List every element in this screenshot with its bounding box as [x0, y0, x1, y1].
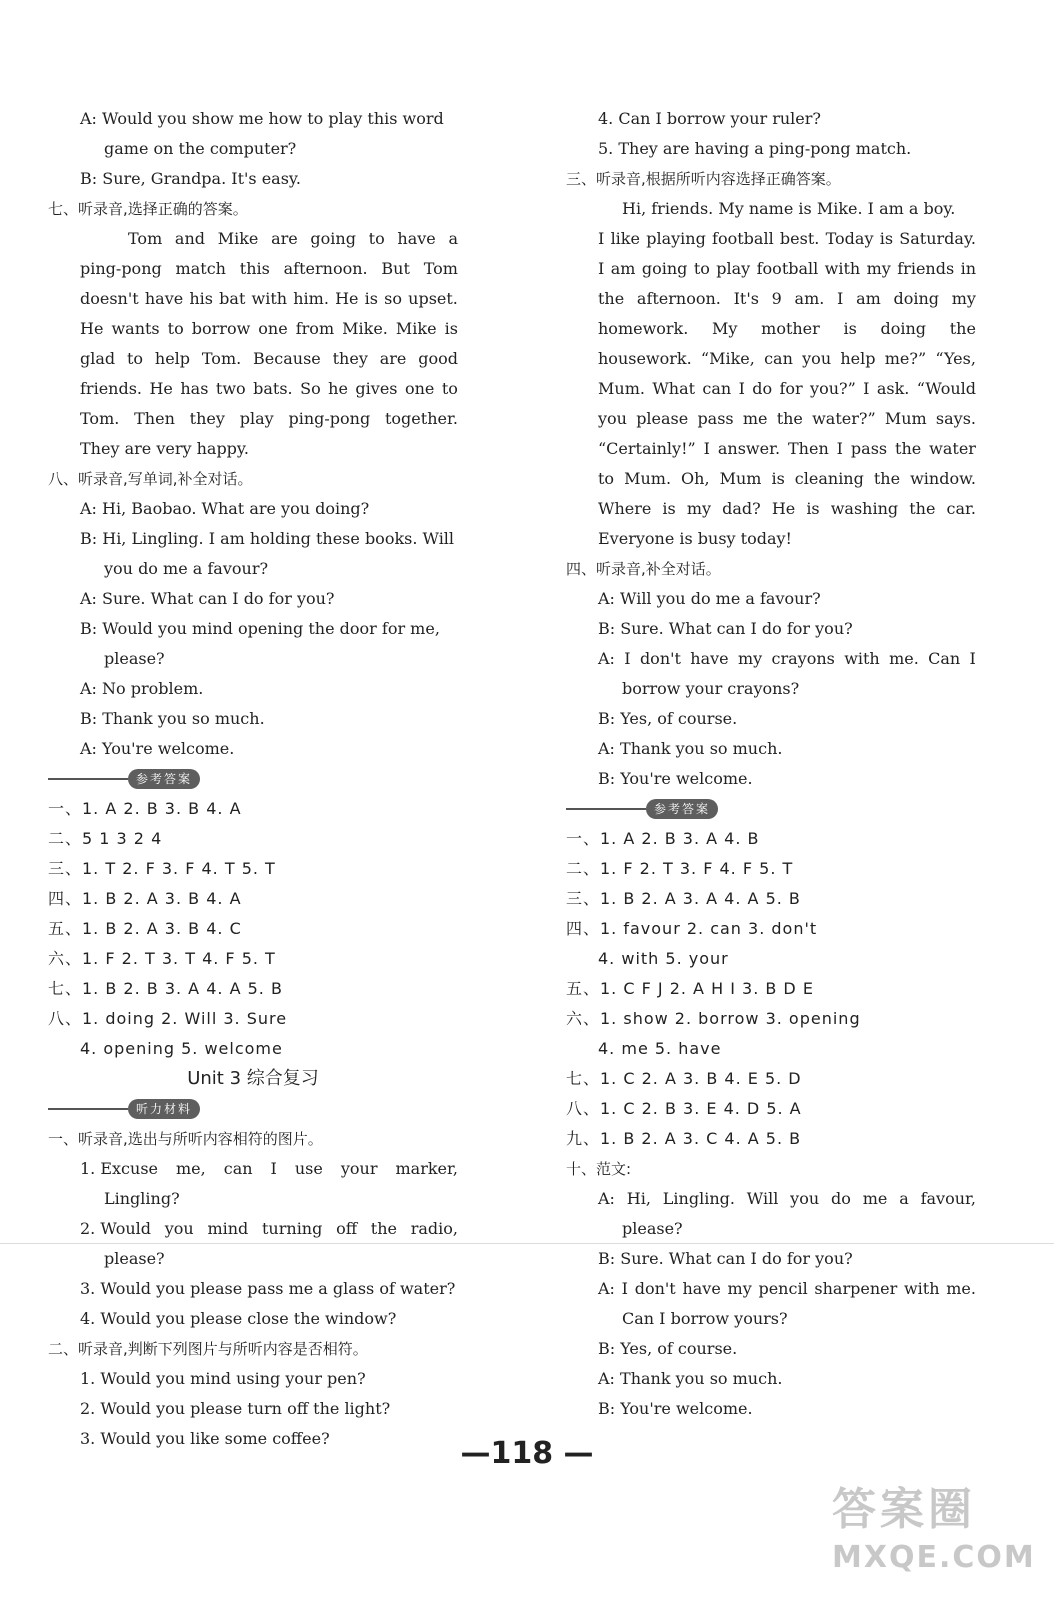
passage-line — [566, 494, 976, 524]
passage-line — [566, 314, 976, 344]
word: to — [126, 349, 144, 368]
word: with — [251, 289, 288, 308]
word: “Yes, — [935, 349, 976, 368]
word: pass — [850, 439, 888, 458]
passage-line — [566, 464, 976, 494]
answer-line: 六、1. show 2. borrow 3. opening — [566, 1009, 861, 1028]
word: is — [364, 289, 378, 308]
word: is — [662, 499, 676, 518]
word: me — [742, 409, 768, 428]
word: Saturday. — [899, 229, 976, 248]
word: my — [866, 259, 891, 278]
dialogue-line: B: Sure. What can I do for you? — [598, 619, 853, 638]
word: the — [949, 319, 976, 338]
section-heading: 二、听录音,判断下列图片与所听内容是否相符。 — [48, 1340, 368, 1358]
word: your — [340, 1159, 378, 1178]
answer-line: 4. opening 5. welcome — [80, 1039, 283, 1058]
word: they — [332, 349, 368, 368]
word: is — [806, 499, 820, 518]
word: can — [223, 1159, 253, 1178]
section-heading: 一、听录音,选出与所听内容相符的图片。 — [48, 1130, 323, 1148]
word: going — [310, 229, 356, 248]
passage-line: Everyone is busy today! — [598, 529, 792, 548]
listening-banner-label: 听力材料 — [128, 1099, 200, 1119]
word: I — [703, 439, 710, 458]
word: A: — [598, 1279, 615, 1298]
answer-line: 三、1. B 2. A 3. A 4. A 5. B — [566, 889, 801, 908]
word: is — [771, 469, 785, 488]
passage-line — [48, 404, 458, 434]
word: So — [300, 379, 321, 398]
word: have — [397, 229, 436, 248]
word: I — [836, 439, 843, 458]
passage-line — [566, 344, 976, 374]
word: please — [636, 409, 689, 428]
dialogue-line: you do me a favour? — [104, 559, 269, 578]
word: help — [154, 349, 191, 368]
answer-line: 三、1. T 2. F 3. F 4. T 5. T — [48, 859, 276, 878]
text-line: game on the computer? — [104, 139, 297, 158]
word: can — [764, 349, 793, 368]
word: 9 — [771, 289, 782, 308]
answer-line: 二、1. F 2. T 3. F 4. F 5. T — [566, 859, 794, 878]
word: I — [624, 649, 631, 668]
essay-line: Can I borrow yours? — [622, 1309, 788, 1328]
word: doing — [893, 289, 940, 308]
word: don't — [634, 1279, 676, 1298]
passage-line — [566, 434, 976, 464]
word: Oh, — [681, 469, 710, 488]
word: my — [951, 289, 976, 308]
word: like — [610, 229, 640, 248]
word: Then — [134, 409, 175, 428]
question-line: 1. Would you mind using your pen? — [80, 1369, 366, 1388]
word: sharpener — [814, 1279, 898, 1298]
word: him. — [293, 289, 329, 308]
word: together. — [384, 409, 458, 428]
word: Mum. — [598, 379, 645, 398]
word: me?” — [884, 349, 927, 368]
essay-line: A: Thank you so much. — [598, 1369, 783, 1388]
watermark-logo — [832, 1482, 1042, 1592]
word: answer. — [717, 439, 781, 458]
left-column — [48, 104, 458, 1454]
word: mother — [761, 319, 820, 338]
word: turning — [262, 1219, 323, 1238]
word: car. — [946, 499, 976, 518]
word: football — [756, 259, 819, 278]
word: a — [899, 1189, 909, 1208]
section-heading: 三、听录音,根据所听内容选择正确答案。 — [566, 170, 841, 188]
word: Then — [788, 439, 829, 458]
word: cleaning — [794, 469, 864, 488]
word: borrow — [191, 319, 251, 338]
word: He — [80, 319, 104, 338]
dialogue-line: A: Sure. What can I do for you? — [80, 589, 335, 608]
word: water — [929, 439, 976, 458]
essay-line: B: Sure. What can I do for you? — [598, 1249, 853, 1268]
word: doing — [880, 319, 927, 338]
question-line: 3. Would you like some coffee? — [80, 1429, 330, 1448]
word: me. — [889, 649, 919, 668]
word: I — [863, 379, 870, 398]
word: the — [873, 469, 901, 488]
passage-line — [48, 314, 458, 344]
word: Mike — [217, 229, 259, 248]
word: “Would — [916, 379, 976, 398]
answer-line: 五、1. B 2. A 3. B 4. C — [48, 919, 242, 938]
word: Tom — [423, 259, 458, 278]
answers-banner — [566, 794, 976, 824]
word: pencil — [758, 1279, 808, 1298]
word: a — [448, 229, 458, 248]
question-line: Lingling? — [104, 1189, 180, 1208]
word: window. — [910, 469, 976, 488]
word: help — [840, 349, 876, 368]
word: I — [621, 1279, 628, 1298]
word: for — [779, 379, 803, 398]
word: Where — [598, 499, 652, 518]
word: upset. — [408, 289, 458, 308]
question-line: 3. Would you please pass me a glass of water? — [80, 1279, 456, 1298]
word: bats. — [253, 379, 293, 398]
word: to — [693, 259, 710, 278]
word: He — [149, 379, 173, 398]
answer-line: 一、1. A 2. B 3. B 4. A — [48, 799, 242, 818]
question-line: 2. Would you please turn off the light? — [80, 1399, 391, 1418]
word: his — [189, 289, 213, 308]
word: A: — [598, 1189, 615, 1208]
word: have — [682, 1279, 721, 1298]
word: match — [175, 259, 226, 278]
word: off — [336, 1219, 358, 1238]
word: to — [167, 319, 184, 338]
word: to — [598, 469, 615, 488]
answer-line: 二、5 1 3 2 4 — [48, 829, 163, 848]
dialogue-line: B: Would you mind opening the door for me, — [80, 619, 440, 638]
page-number: —118 — — [460, 1436, 594, 1471]
question-line: please? — [104, 1249, 165, 1268]
word: use — [294, 1159, 323, 1178]
dialogue-line — [566, 644, 976, 674]
passage — [566, 224, 976, 554]
word: Because — [253, 349, 321, 368]
essay-line: please? — [622, 1219, 683, 1238]
word: My — [712, 319, 738, 338]
word: It's — [733, 289, 759, 308]
word: What — [652, 379, 696, 398]
word: He — [771, 499, 796, 518]
passage-line — [566, 254, 976, 284]
dialogue-line: borrow your crayons? — [622, 679, 800, 698]
dialogue-line: please? — [104, 649, 165, 668]
word: the — [895, 439, 922, 458]
word: I — [598, 229, 605, 248]
question-line: 5. They are having a ping-pong match. — [598, 139, 912, 158]
word: 1. Excuse — [80, 1159, 158, 1178]
dialogue-line: B: Hi, Lingling. I am holding these books. Will — [80, 529, 455, 548]
text-line: B: Sure, Grandpa. It's easy. — [80, 169, 301, 188]
passage-line — [566, 374, 976, 404]
answer-line: 4. with 5. your — [598, 949, 729, 968]
word: Mum — [884, 409, 927, 428]
word: good — [418, 349, 458, 368]
word: “Mike, — [700, 349, 755, 368]
word: play — [716, 259, 751, 278]
word: crayons — [771, 649, 835, 668]
section-heading: 八、听录音,写单词,补全对话。 — [48, 470, 253, 488]
answers-banner — [48, 764, 458, 794]
word: I — [270, 1159, 277, 1178]
word: I — [598, 259, 605, 278]
word: so — [384, 289, 402, 308]
watermark-url: MXQE.COM — [832, 1540, 1036, 1575]
word: the — [598, 289, 625, 308]
word: 2. Would — [80, 1219, 152, 1238]
word: Tom. — [80, 409, 120, 428]
word: friends — [897, 259, 955, 278]
essay-line — [566, 1184, 976, 1214]
essay-line: B: Yes, of course. — [598, 1339, 738, 1358]
word: Lingling. — [662, 1189, 735, 1208]
answer-line: 一、1. A 2. B 3. A 4. B — [566, 829, 760, 848]
word: playing — [646, 229, 706, 248]
answer-line: 六、1. F 2. T 3. T 4. F 5. T — [48, 949, 276, 968]
answer-line: 八、1. C 2. B 3. E 4. D 5. A — [566, 1099, 802, 1118]
word: ping-pong — [80, 259, 162, 278]
word: radio, — [410, 1219, 458, 1238]
word: play — [239, 409, 274, 428]
word: I — [969, 649, 976, 668]
word: bat — [219, 289, 246, 308]
answer-line: 五、1. C F J 2. A H I 3. B D E — [566, 979, 814, 998]
word: in — [960, 259, 976, 278]
dialogue-line: B: Thank you so much. — [80, 709, 265, 728]
answer-line: 九、1. B 2. A 3. C 4. A 5. B — [566, 1129, 802, 1148]
word: you — [598, 409, 627, 428]
word: are — [379, 349, 407, 368]
scan-line — [0, 1243, 1054, 1244]
word: Mike. — [342, 319, 388, 338]
word: is — [444, 319, 458, 338]
passage-line: They are very happy. — [80, 439, 249, 458]
word: with — [824, 259, 861, 278]
word: you — [790, 1189, 820, 1208]
passage-line — [566, 284, 976, 314]
passage-line — [48, 344, 458, 374]
word: washing — [830, 499, 899, 518]
word: has — [180, 379, 209, 398]
word: going — [641, 259, 688, 278]
word: one — [404, 379, 435, 398]
word: is — [879, 229, 894, 248]
word: to — [368, 229, 385, 248]
word: Tom. — [201, 349, 242, 368]
word: ping-pong — [288, 409, 371, 428]
passage-line — [48, 284, 458, 314]
text-line: A: Would you show me how to play this word — [80, 109, 444, 128]
answer-line: 十、范文: — [566, 1160, 632, 1178]
word: pass — [697, 409, 734, 428]
word: favour, — [920, 1189, 976, 1208]
dialogue-line: A: You're welcome. — [80, 739, 235, 758]
word: with — [903, 1279, 940, 1298]
word: mind — [207, 1219, 249, 1238]
word: am — [856, 289, 881, 308]
word: the — [370, 1219, 397, 1238]
word: to — [441, 379, 458, 398]
word: you — [802, 349, 832, 368]
unit-title: Unit 3 综合复习 — [187, 1068, 319, 1089]
word: you?” — [810, 379, 856, 398]
word: Hi, — [626, 1189, 651, 1208]
question-line: 4. Can I borrow your ruler? — [598, 109, 821, 128]
dialogue-line: B: You're welcome. — [598, 769, 753, 788]
passage-first-line: Hi, friends. My name is Mike. I am a boy. — [622, 199, 956, 218]
word: A: — [598, 649, 615, 668]
word: do — [830, 1189, 851, 1208]
question-line: 4. Would you please close the window? — [80, 1309, 397, 1328]
word: the — [776, 409, 803, 428]
word: best. — [779, 229, 820, 248]
word: says. — [935, 409, 976, 428]
word: am — [610, 259, 636, 278]
watermark-text: 答案圈 — [832, 1484, 976, 1535]
word: this — [239, 259, 270, 278]
essay-line — [566, 1274, 976, 1304]
answer-line: 七、1. C 2. A 3. B 4. E 5. D — [566, 1069, 802, 1088]
passage-line — [566, 224, 976, 254]
word: friends. — [80, 379, 142, 398]
word: marker, — [395, 1159, 458, 1178]
word: housework. — [598, 349, 692, 368]
word: from — [295, 319, 335, 338]
word: I — [837, 289, 844, 308]
word: they — [189, 409, 225, 428]
passage-line — [48, 374, 458, 404]
word: are — [271, 229, 298, 248]
answers-banner-label: 参考答案 — [128, 769, 200, 789]
answer-line: 4. me 5. have — [598, 1039, 722, 1058]
word: afternoon. — [636, 289, 721, 308]
word: two — [215, 379, 246, 398]
essay-line: B: You're welcome. — [598, 1399, 753, 1418]
passage-line — [48, 224, 458, 254]
answer-line: 八、1. doing 2. Will 3. Sure — [48, 1009, 288, 1028]
dialogue-line: A: No problem. — [80, 679, 204, 698]
word: glad — [80, 349, 116, 368]
right-column — [566, 104, 976, 1424]
question-line — [48, 1214, 458, 1244]
word: do — [752, 379, 773, 398]
word: me — [862, 1189, 888, 1208]
word: doesn't — [80, 289, 139, 308]
dialogue-line: B: Yes, of course. — [598, 709, 738, 728]
dialogue-line: A: Hi, Baobao. What are you doing? — [80, 499, 370, 518]
word: He — [335, 289, 359, 308]
word: have — [144, 289, 184, 308]
answers-banner-label: 参考答案 — [646, 799, 718, 819]
passage-line — [566, 404, 976, 434]
word: wants — [111, 319, 160, 338]
word: am. — [794, 289, 825, 308]
word: Mike — [395, 319, 437, 338]
word: Mum — [719, 469, 762, 488]
word: football — [712, 229, 774, 248]
passage-line — [48, 254, 458, 284]
question-line — [48, 1154, 458, 1184]
word: my — [686, 499, 712, 518]
dialogue-line: A: Thank you so much. — [598, 739, 783, 758]
dialogue-line: A: Will you do me a favour? — [598, 589, 821, 608]
word: dad? — [722, 499, 761, 518]
word: you — [164, 1219, 194, 1238]
answer-line: 七、1. B 2. B 3. A 4. A 5. B — [48, 979, 283, 998]
word: the — [909, 499, 936, 518]
word: water?” — [812, 409, 876, 428]
word: have — [690, 649, 729, 668]
word: my — [727, 1279, 752, 1298]
word: he — [328, 379, 348, 398]
passage — [48, 224, 458, 464]
word: I — [738, 379, 745, 398]
word: Today — [825, 229, 874, 248]
word: and — [174, 229, 206, 248]
word: gives — [355, 379, 398, 398]
answer-line: 四、1. B 2. A 3. B 4. A — [48, 889, 242, 908]
word: Can — [928, 649, 961, 668]
word: one — [258, 319, 288, 338]
word: my — [737, 649, 763, 668]
word: is — [843, 319, 857, 338]
word: me, — [176, 1159, 206, 1178]
word: Mum. — [624, 469, 672, 488]
word: me. — [946, 1279, 976, 1298]
answer-line: 四、1. favour 2. can 3. don't — [566, 919, 818, 938]
word: homework. — [598, 319, 689, 338]
word: Tom — [128, 229, 163, 248]
word: Will — [746, 1189, 779, 1208]
word: afternoon. — [283, 259, 368, 278]
word: ask. — [876, 379, 910, 398]
section-heading: 四、听录音,补全对话。 — [566, 560, 721, 578]
word: with — [844, 649, 880, 668]
listening-banner — [48, 1094, 458, 1124]
word: “Certainly!” — [598, 439, 696, 458]
section-heading: 七、听录音,选择正确的答案。 — [48, 200, 248, 218]
word: can — [702, 379, 732, 398]
word: don't — [639, 649, 681, 668]
word: But — [381, 259, 410, 278]
